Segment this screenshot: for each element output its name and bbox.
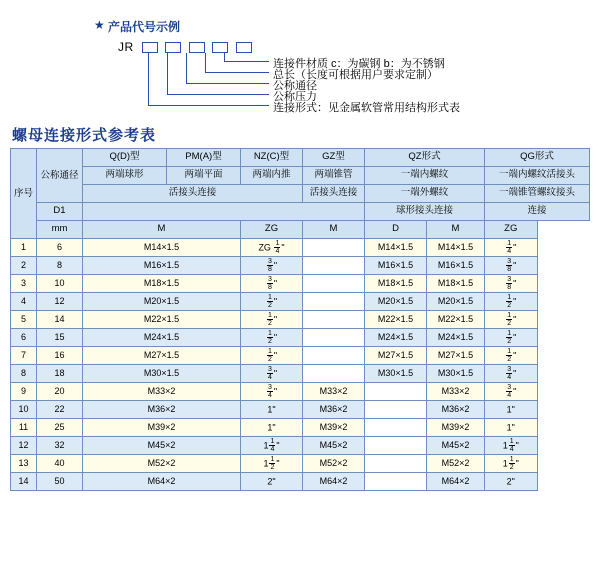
- legend-desc-conn: 连接形式：见金属软管常用结构形式表: [273, 102, 460, 114]
- leader-line-h5: [148, 105, 269, 106]
- header-subcol-qg-zg: ZG: [485, 221, 537, 239]
- cell-qg-zg: $\frac{1}{2}$ ": [485, 311, 537, 329]
- cell-qz-d: [365, 383, 427, 401]
- legend-title: 产品代号示例: [108, 20, 181, 34]
- cell-seq: 10: [11, 401, 37, 419]
- header-sub-qg: 一端内螺纹活接头: [485, 167, 590, 185]
- cell-qg-zg: $\frac{3}{8}$ ": [485, 257, 537, 275]
- legend-desc-material: 连接件材质 c：为碳钢 b：为不锈钢: [273, 58, 445, 70]
- cell-thread-m: M22×1.5: [83, 311, 241, 329]
- cell-thread-zg: $\frac{3}{8}$ ": [241, 257, 303, 275]
- cell-seq: 9: [11, 383, 37, 401]
- table-row: [11, 437, 590, 455]
- table-row: [11, 329, 590, 347]
- cell-qz-d: M22×1.5: [365, 311, 427, 329]
- cell-seq: 5: [11, 311, 37, 329]
- cell-seq: 4: [11, 293, 37, 311]
- cell-qg-zg: 1 $\frac{1}{4}$ ": [485, 437, 537, 455]
- cell-qz-d: M20×1.5: [365, 293, 427, 311]
- header-subcol-m1: M: [83, 221, 241, 239]
- cell-thread-zg: 1": [241, 401, 303, 419]
- legend-desc-pn: 公称压力: [273, 91, 317, 103]
- header-seq: 序号: [11, 149, 37, 239]
- cell-dn: 6: [37, 239, 83, 257]
- cell-qg-m: M30×1.5: [427, 365, 485, 383]
- cell-thread-m: M20×1.5: [83, 293, 241, 311]
- header-row3-gz: 活接头连接: [303, 185, 365, 203]
- product-code-legend: [0, 0, 600, 115]
- cell-qz-m: M64×2: [303, 473, 365, 491]
- cell-qz-m: [303, 329, 365, 347]
- cell-seq: 14: [11, 473, 37, 491]
- cell-qz-d: M30×1.5: [365, 365, 427, 383]
- header-group-qg: QG形式: [485, 149, 590, 167]
- cell-qg-m: M64×2: [427, 473, 485, 491]
- code-box: [189, 42, 205, 53]
- cell-seq: 8: [11, 365, 37, 383]
- cell-qz-d: [365, 437, 427, 455]
- cell-thread-m: M36×2: [83, 401, 241, 419]
- cell-thread-zg: $\frac{3}{4}$ ": [241, 383, 303, 401]
- cell-qg-m: M33×2: [427, 383, 485, 401]
- cell-thread-zg: $\frac{3}{8}$ ": [241, 275, 303, 293]
- cell-thread-m: M52×2: [83, 455, 241, 473]
- cell-qg-zg: $\frac{3}{8}$ ": [485, 275, 537, 293]
- header-row4-qz: 球形接头连接: [365, 203, 485, 221]
- cell-thread-zg: 1 $\frac{1}{4}$ ": [241, 437, 303, 455]
- leader-line-v3: [186, 53, 187, 83]
- header-row-5: [11, 221, 590, 239]
- cell-seq: 11: [11, 419, 37, 437]
- cell-qz-m: M45×2: [303, 437, 365, 455]
- cell-seq: 7: [11, 347, 37, 365]
- cell-qz-m: [303, 293, 365, 311]
- header-units: mm: [37, 221, 83, 239]
- cell-thread-m: M16×1.5: [83, 257, 241, 275]
- leader-line-h2: [205, 72, 269, 73]
- cell-thread-m: M14×1.5: [83, 239, 241, 257]
- table-body: [11, 239, 590, 491]
- cell-thread-m: M64×2: [83, 473, 241, 491]
- header-row-3: [11, 185, 590, 203]
- table-row: [11, 455, 590, 473]
- header-d1: D1: [37, 203, 83, 221]
- header-subcol-qz-d: D: [365, 221, 427, 239]
- header-row3-qz: 一端外螺纹: [365, 185, 485, 203]
- code-prefix-label: JR: [118, 40, 134, 54]
- legend-desc-length: 总长（长度可根据用户要求定制）: [273, 69, 438, 81]
- leader-line-h3: [186, 83, 269, 84]
- leader-line-v2: [205, 53, 206, 72]
- cell-thread-zg: 2": [241, 473, 303, 491]
- cell-thread-zg: $\frac{1}{2}$ ": [241, 293, 303, 311]
- cell-thread-m: M27×1.5: [83, 347, 241, 365]
- table-row: [11, 473, 590, 491]
- cell-thread-m: M33×2: [83, 383, 241, 401]
- table-row: [11, 311, 590, 329]
- header-dn: 公称通径: [37, 149, 83, 203]
- cell-qg-m: M27×1.5: [427, 347, 485, 365]
- header-group-gz: GZ型: [303, 149, 365, 167]
- cell-thread-zg: $\frac{1}{2}$ ": [241, 311, 303, 329]
- cell-qz-m: [303, 311, 365, 329]
- cell-qz-m: [303, 275, 365, 293]
- header-subcol-qz-m: M: [303, 221, 365, 239]
- code-box: [142, 42, 158, 53]
- cell-qg-m: M36×2: [427, 401, 485, 419]
- cell-seq: 6: [11, 329, 37, 347]
- legend-desc-dn: 公称通径: [273, 80, 317, 92]
- cell-qg-zg: $\frac{1}{2}$ ": [485, 293, 537, 311]
- cell-qg-m: M52×2: [427, 455, 485, 473]
- cell-qz-d: [365, 455, 427, 473]
- cell-qz-m: [303, 365, 365, 383]
- cell-qg-zg: 1": [485, 419, 537, 437]
- cell-thread-m: M45×2: [83, 437, 241, 455]
- table-row: [11, 293, 590, 311]
- leader-line-v5: [148, 53, 149, 105]
- cell-thread-zg: ZG $\frac{1}{4}$ ": [241, 239, 303, 257]
- leader-line-h4: [167, 94, 269, 95]
- code-box: [165, 42, 181, 53]
- cell-qg-zg: 1": [485, 401, 537, 419]
- header-group-qz: QZ形式: [365, 149, 485, 167]
- cell-qz-d: M24×1.5: [365, 329, 427, 347]
- table-row: [11, 365, 590, 383]
- header-row3-qg: 一端锥管螺纹接头: [485, 185, 590, 203]
- cell-seq: 3: [11, 275, 37, 293]
- header-subcol-qg-m: M: [427, 221, 485, 239]
- code-boxes: [142, 42, 255, 60]
- cell-qz-d: [365, 401, 427, 419]
- cell-qz-m: M33×2: [303, 383, 365, 401]
- code-box: [236, 42, 252, 53]
- header-sub-nz: 两端内推: [241, 167, 303, 185]
- table-row: [11, 275, 590, 293]
- table-row: [11, 239, 590, 257]
- section-title: 螺母连接形式参考表: [12, 127, 157, 144]
- header-row4-blank: [83, 203, 365, 221]
- cell-dn: 12: [37, 293, 83, 311]
- cell-qz-d: [365, 419, 427, 437]
- leader-line-v4: [167, 53, 168, 94]
- cell-dn: 25: [37, 419, 83, 437]
- cell-dn: 50: [37, 473, 83, 491]
- header-row-4: [11, 203, 590, 221]
- cell-qz-m: [303, 257, 365, 275]
- cell-seq: 12: [11, 437, 37, 455]
- cell-qg-m: M16×1.5: [427, 257, 485, 275]
- cell-thread-zg: $\frac{1}{2}$ ": [241, 347, 303, 365]
- header-sub-gz: 两端锥管: [303, 167, 365, 185]
- cell-qz-m: M36×2: [303, 401, 365, 419]
- header-group-qd: Q(D)型: [83, 149, 167, 167]
- cell-dn: 16: [37, 347, 83, 365]
- cell-thread-m: M39×2: [83, 419, 241, 437]
- nut-connection-table-wrap: [10, 148, 590, 491]
- cell-qg-m: M18×1.5: [427, 275, 485, 293]
- cell-qg-zg: 1 $\frac{1}{2}$ ": [485, 455, 537, 473]
- cell-thread-zg: 1 $\frac{1}{2}$ ": [241, 455, 303, 473]
- cell-dn: 8: [37, 257, 83, 275]
- header-group-nz: NZ(C)型: [241, 149, 303, 167]
- nut-connection-table: [10, 148, 590, 491]
- leader-line-v1: [224, 53, 225, 61]
- cell-qz-d: M14×1.5: [365, 239, 427, 257]
- header-sub-qd: 两端球形: [83, 167, 167, 185]
- header-sub-qz: 一端内螺纹: [365, 167, 485, 185]
- cell-qz-m: [303, 239, 365, 257]
- header-row-2: [11, 167, 590, 185]
- cell-qg-m: M14×1.5: [427, 239, 485, 257]
- header-sub-pm: 两端平面: [167, 167, 241, 185]
- table-row: [11, 383, 590, 401]
- code-box: [212, 42, 228, 53]
- cell-qg-zg: $\frac{3}{4}$ ": [485, 383, 537, 401]
- cell-qg-zg: 2": [485, 473, 537, 491]
- table-head: [11, 149, 590, 239]
- cell-qz-m: M52×2: [303, 455, 365, 473]
- cell-thread-zg: 1": [241, 419, 303, 437]
- cell-qg-m: M22×1.5: [427, 311, 485, 329]
- cell-seq: 1: [11, 239, 37, 257]
- cell-seq: 13: [11, 455, 37, 473]
- cell-thread-m: M18×1.5: [83, 275, 241, 293]
- header-row4-qg: 连接: [485, 203, 590, 221]
- cell-qg-m: M24×1.5: [427, 329, 485, 347]
- cell-qg-m: M20×1.5: [427, 293, 485, 311]
- cell-thread-m: M30×1.5: [83, 365, 241, 383]
- star-icon: ★: [94, 18, 105, 32]
- table-row: [11, 257, 590, 275]
- cell-dn: 20: [37, 383, 83, 401]
- cell-qg-zg: $\frac{3}{4}$ ": [485, 365, 537, 383]
- cell-thread-zg: $\frac{3}{4}$ ": [241, 365, 303, 383]
- cell-dn: 15: [37, 329, 83, 347]
- cell-qz-d: [365, 473, 427, 491]
- cell-dn: 32: [37, 437, 83, 455]
- cell-thread-zg: $\frac{1}{2}$ ": [241, 329, 303, 347]
- header-group-pm: PM(A)型: [167, 149, 241, 167]
- leader-line-h1: [224, 61, 269, 62]
- cell-qz-d: M18×1.5: [365, 275, 427, 293]
- cell-qg-m: M45×2: [427, 437, 485, 455]
- cell-dn: 18: [37, 365, 83, 383]
- cell-qz-m: M39×2: [303, 419, 365, 437]
- cell-qg-zg: $\frac{1}{2}$ ": [485, 347, 537, 365]
- cell-dn: 14: [37, 311, 83, 329]
- cell-qg-m: M39×2: [427, 419, 485, 437]
- header-subcol-zg1: ZG: [241, 221, 303, 239]
- header-row3-left: 活接头连接: [83, 185, 303, 203]
- header-row-1: [11, 149, 590, 167]
- cell-qg-zg: $\frac{1}{2}$ ": [485, 329, 537, 347]
- table-row: [11, 419, 590, 437]
- cell-thread-m: M24×1.5: [83, 329, 241, 347]
- cell-dn: 10: [37, 275, 83, 293]
- cell-seq: 2: [11, 257, 37, 275]
- cell-qz-m: [303, 347, 365, 365]
- cell-dn: 40: [37, 455, 83, 473]
- cell-qg-zg: $\frac{1}{4}$ ": [485, 239, 537, 257]
- table-row: [11, 401, 590, 419]
- table-row: [11, 347, 590, 365]
- cell-qz-d: M27×1.5: [365, 347, 427, 365]
- cell-qz-d: M16×1.5: [365, 257, 427, 275]
- cell-dn: 22: [37, 401, 83, 419]
